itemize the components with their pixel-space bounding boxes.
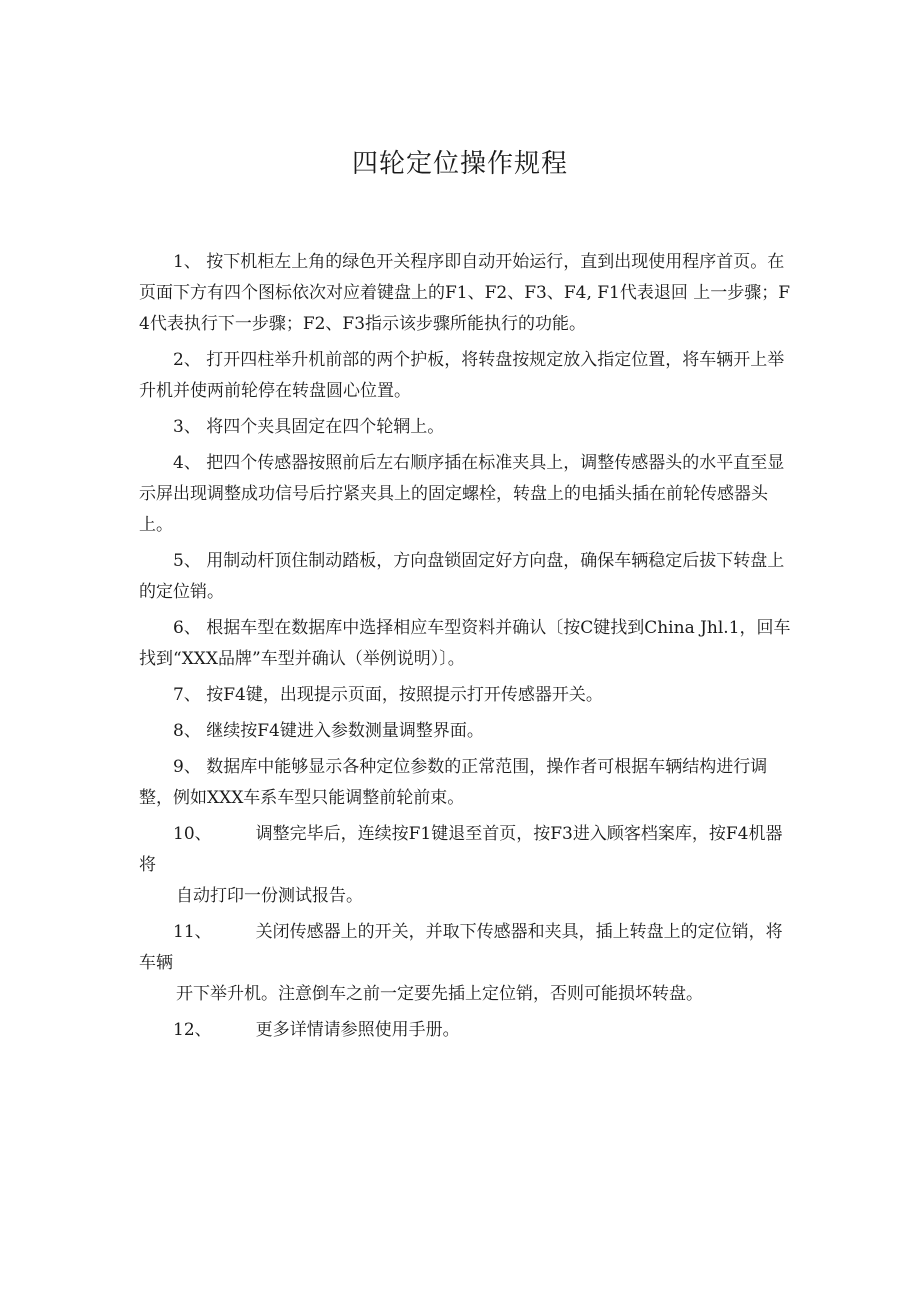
step-3: 3、 将四个夹具固定在四个轮辋上。 bbox=[173, 417, 445, 437]
step-12-number: 12、 bbox=[173, 1020, 212, 1040]
step-12-text: 更多详情请参照使用手册。 bbox=[255, 1020, 460, 1040]
step-12 bbox=[139, 1015, 799, 1046]
step-7: 7、 按F4键，出现提示页面，按照提示打开传感器开关。 bbox=[173, 685, 603, 705]
step-5: 5、 用制动杆顶住制动踏板，方向盘锁固定好方向盘，确保车辆稳定后拔下转盘上的定位销。 bbox=[139, 551, 785, 602]
step-10 bbox=[139, 819, 799, 881]
step-11-continuation: 开下举升机。注意倒车之前一定要先插上定位销，否则可能损坏转盘。 bbox=[176, 984, 703, 1004]
page-title: 四轮定位操作规程 bbox=[351, 149, 568, 179]
step-11-text: 关闭传感器上的开关，并取下传感器和夹具，插上转盘上的定位销，将 车辆 bbox=[139, 922, 783, 973]
step-1: 1、 按下机柜左上角的绿色开关程序即自动开始运行，直到出现使用程序首页。在页面下方有四个图标依次对应着键盘上的F1、F2、F3、F4, F1代表退回 上一步骤；F4代表执行下一步骤；F2、F3指示该步骤所能执行的功能。 bbox=[139, 252, 791, 334]
step-11-number: 11、 bbox=[173, 922, 212, 942]
step-6: 6、 根据车型在数据库中选择相应车型资料并确认〔按C键找到China Jhl.1，回车找到“XXX品牌”车型并确认（举例说明）〕。 bbox=[139, 618, 791, 669]
procedure-steps bbox=[139, 247, 799, 1051]
step-4: 4、 把四个传感器按照前后左右顺序插在标准夹具上，调整传感器头的水平直至显示屏出现调整成功信号后拧紧夹具上的固定螺栓，转盘上的电插头插在前轮传感器头上。 bbox=[139, 453, 785, 535]
step-8: 8、 继续按F4键进入参数测量调整界面。 bbox=[173, 721, 484, 741]
step-10-text: 调整完毕后，连续按F1键退至首页，按F3进入顾客档案库，按F4机器将 bbox=[139, 824, 783, 875]
step-11 bbox=[139, 917, 799, 979]
step-10-continuation: 自动打印一份测试报告。 bbox=[176, 886, 363, 906]
step-9: 9、 数据库中能够显示各种定位参数的正常范围，操作者可根据车辆结构进行调整，例如XXX车系车型只能调整前轮前束。 bbox=[139, 757, 768, 808]
step-10-number: 10、 bbox=[173, 824, 212, 844]
step-2: 2、 打开四柱举升机前部的两个护板，将转盘按规定放入指定位置，将车辆开上举升机并使两前轮停在转盘圆心位置。 bbox=[139, 350, 785, 401]
